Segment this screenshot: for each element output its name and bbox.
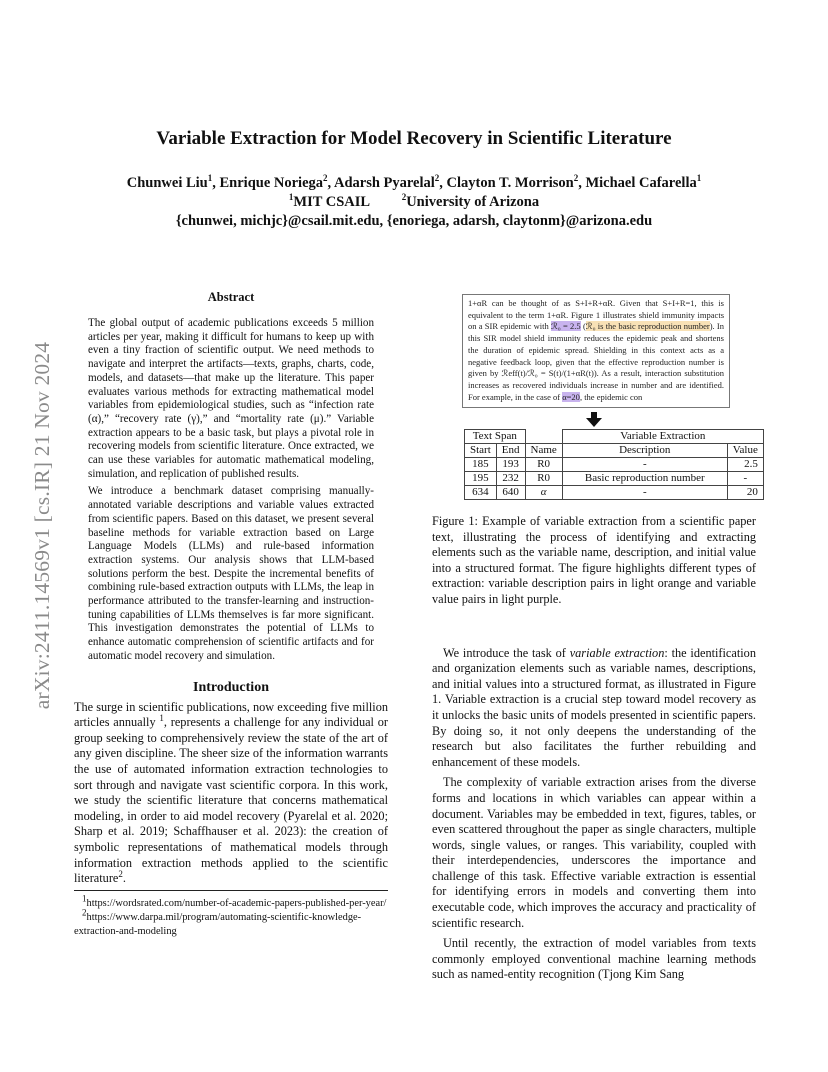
figure-text: 1+αR can be thought of as S+I+R+αR. Given that S+I+R=1, this is equivalent to the term 1+αR. Figure 1 illustrates shield immunity impacts on a SIR epidemic with [468, 298, 724, 332]
figure-text: ). In this SIR model shield immunity reduces the epidemic peak and shortens the duration of epidemic spread. Shielding in this context acts as a negative feedback loop, given that the effective reproduction number is given by ℛeff(t)/ℛ₀ = S(t)/(1+αR(t)). As a result, interaction substitution increases as recovered individuals increase in number and are identified. For example, in the case of [468, 321, 724, 402]
author-name: Michael Cafarella [585, 175, 697, 191]
value-highlight: ℛ₀ = 2.5 [551, 321, 581, 332]
paragraph-text: : the identification and organization elements such as variable names, descriptions, and initial values into a structured format, as illustrated in Figure 1. Variable extraction is a crucial step toward model recovery as it unlocks the basic units of models presented in scientific papers. By doing so, it not only deepens the understanding of the research but also facilitates the further rebuilding and enhancement of these models. [432, 645, 756, 769]
table-cell: 195 [465, 472, 497, 486]
paragraph-text: We introduce the task of [443, 645, 570, 660]
table-row [465, 486, 764, 500]
table-cell: α [525, 486, 562, 500]
affiliations [0, 193, 828, 212]
table-header: Name [525, 444, 562, 458]
table-cell: R0 [525, 472, 562, 486]
arrow-down-icon [585, 412, 603, 428]
footnote-mark: 2 [82, 907, 87, 918]
affiliation [289, 193, 370, 212]
paper-title: Variable Extraction for Model Recovery in Scientific Literature [156, 128, 672, 149]
author-name: Clayton T. Morrison [446, 175, 574, 191]
table-header-row [465, 444, 764, 458]
table-cell: - [562, 486, 727, 500]
table-cell: 640 [496, 486, 525, 500]
affiliation-sup: 2 [401, 192, 407, 203]
arxiv-side-stamp [18, 292, 68, 758]
author-name: Chunwei Liu [126, 175, 208, 191]
table-cell: 193 [496, 458, 525, 472]
figure-caption: Figure 1: Example of variable extraction from a scientific paper text, illustrating the process of identifying and extracting elements such as the variable name, description, and initial value into a structured format. The figure highlights different types of extraction: variable description pairs in light orange and variable value pairs in light purple. [432, 514, 756, 606]
paragraph-text: , represents a challenge for any individual or group seeking to comprehensively review the state of the art of any given discipline. The sheer size of the information warrants the use of automated information extraction technologies to sort through and navigate vast scientific corpora. In this work, we study the scientific literature that concerns mathematical modeling, in order to aid model recovery (Pyarelal et al. 2020; Sharp et al. 2019; Schaffhauser et al. 2023): the creation of symbolic representations of mathematical models through information extraction methods applied to the scientific literature [74, 715, 388, 886]
table-cell: 20 [727, 486, 763, 500]
affiliation-name: MIT CSAIL [293, 194, 371, 210]
table-cell: Basic reproduction number [562, 472, 727, 486]
footnote-ref[interactable]: 1 [159, 713, 164, 724]
body-paragraph [432, 646, 756, 771]
footnote-ref[interactable]: 2 [118, 869, 123, 880]
table-cell: 185 [465, 458, 497, 472]
table-group-header: Text Span [465, 430, 526, 444]
author-sup: 2 [323, 173, 328, 184]
table-cell: 2.5 [727, 458, 763, 472]
table-cell: - [562, 458, 727, 472]
abstract-paragraph: We introduce a benchmark dataset comprising manually-annotated variable descriptions and variable values extracted from scientific papers. Based on this dataset, we present several baseline methods for variable extraction based on Large Language Models (LLMs) and rule-based information extraction systems. Our analysis shows that LLM-based solutions perform the best. Despite the incremental benefits of combining rule-based extraction outputs with LLMs, the leap in performance attributed to the transfer-learning and instruction-tuning capabilities of LLMs themselves is far more significant. This investigation demonstrates the potential of LLMs to enhance automatic comprehension of scientific artifacts and for automatic model recovery and simulation. [88, 485, 374, 662]
footnote-url[interactable]: https://wordsrated.com/number-of-academic-papers-published-per-year/ [86, 898, 387, 909]
extraction-table [464, 429, 764, 500]
figure-text: ( [580, 321, 586, 332]
description-highlight: ℛ₀ is the basic reproduction number [585, 321, 710, 332]
affiliation [402, 193, 539, 212]
author-name: Adarsh Pyarelal [333, 175, 435, 191]
abstract-heading: Abstract [207, 290, 255, 304]
section-heading-introduction: Introduction [193, 679, 269, 695]
author-sup: 1 [696, 173, 702, 184]
author-names: Chunwei Liu$^1$, Enrique Noriega$^2$, Adarsh Pyarelal$^2$, Clayton T. Morrison$^2$, Michael Cafarella$^1$ [126, 173, 702, 191]
table-cell: 634 [465, 486, 497, 500]
affiliation-sup: 1 [288, 192, 294, 203]
table-header: Description [562, 444, 727, 458]
value-highlight: α=20 [562, 391, 580, 402]
table-row [465, 472, 764, 486]
table-header: Start [465, 444, 497, 458]
footnotes [74, 890, 388, 939]
table-group-header: Variable Extraction [562, 430, 763, 444]
author-block [0, 174, 828, 231]
table-row [465, 458, 764, 472]
right-column [432, 514, 756, 988]
author-emails: {chunwei, michjc}@csail.mit.edu, {enoriega, adarsh, claytonm}@arizona.edu [175, 213, 653, 229]
author-sup: 2 [434, 173, 440, 184]
figure-text: , the epidemic con [579, 391, 643, 402]
left-column [74, 290, 388, 892]
introduction-paragraph [74, 700, 388, 887]
figure-source-text [462, 294, 730, 408]
author-sup: 2 [573, 173, 579, 184]
table-group-header-row [465, 430, 764, 444]
affiliation-name: University of Arizona [406, 194, 540, 210]
body-paragraph: The complexity of variable extraction arises from the diverse forms and locations in which variables can appear within a document. Variables may be embedded in text, figures, tables, or even scattered throughout the paper as single characters, multiple words, single values, or ranges. This variability, coupled with their interdependencies, underscores the importance and challenge of this task. Effective variable extraction is essential for identifying errors in models and converting them into executable code, which improves the accuracy and practicality of scientific research. [432, 775, 756, 930]
author-name: Enrique Noriega [219, 175, 324, 191]
arxiv-identifier: arXiv:2411.14569v1 [cs.IR] 21 Nov 2024 [30, 341, 55, 709]
footnote [74, 907, 388, 938]
table-spacer [525, 430, 562, 444]
paragraph-text: . [122, 871, 126, 886]
footnote-mark: 1 [82, 893, 87, 904]
emphasized-term: variable extraction [569, 645, 665, 660]
footnote [74, 893, 388, 910]
table-header: End [496, 444, 525, 458]
paragraph-text: The surge in scientific publications, now exceeding five million articles annually [74, 699, 388, 730]
abstract-paragraph: The global output of academic publications exceeds 5 million articles per year, making it difficult for humans to keep up with even a tiny fraction of scientific output. We need methods to navigate and interpret the artifacts—texts, graphs, charts, code, models, and datasets—that make up the literature. This paper evaluates various methods for extracting mathematical model variables from epidemiological studies, such as “infection rate (α),” “recovery rate (γ),” and “mortality rate (μ).” Variable extraction appears to be a basic task, but plays a pivotal role in recovering models from scientific literature. Once extracted, we can use these variables for automatic mathematical modeling, simulation, and replication of published results. [88, 317, 374, 480]
table-cell: R0 [525, 458, 562, 472]
table-header: Value [727, 444, 763, 458]
body-paragraph: Until recently, the extraction of model variables from texts commonly employed conventional machine learning methods such as named-entity recognition (Tjong Kim Sang [432, 936, 756, 982]
table-cell: - [727, 472, 763, 486]
author-sup: 1 [207, 173, 213, 184]
footnote-url[interactable]: https://www.darpa.mil/program/automating-scientific-knowledge-extraction-and-modeling [74, 912, 362, 937]
table-cell: 232 [496, 472, 525, 486]
